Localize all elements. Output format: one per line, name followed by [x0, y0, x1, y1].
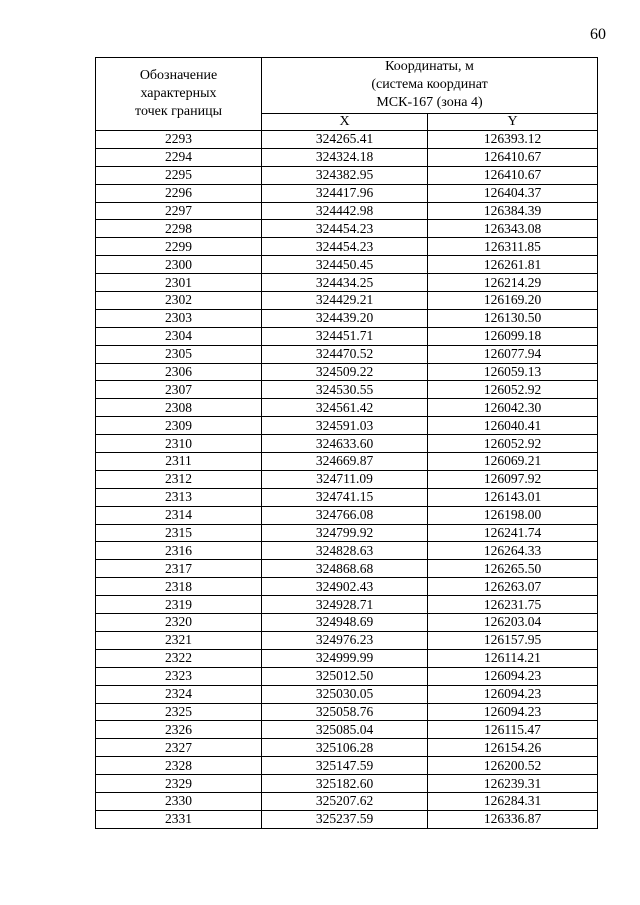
table-row: [96, 292, 598, 310]
cell-y: 126410.67: [428, 166, 598, 184]
cell-y: 126094.23: [428, 685, 598, 703]
table-row: [96, 488, 598, 506]
cell-y: 126336.87: [428, 810, 598, 828]
header-coordinates: [262, 58, 598, 114]
cell-point: 2319: [96, 596, 262, 614]
cell-y: 126241.74: [428, 524, 598, 542]
cell-x: 324454.23: [262, 238, 428, 256]
cell-point: 2317: [96, 560, 262, 578]
cell-x: 325106.28: [262, 739, 428, 757]
cell-y: 126265.50: [428, 560, 598, 578]
cell-point: 2325: [96, 703, 262, 721]
cell-y: 126097.92: [428, 470, 598, 488]
cell-y: 126130.50: [428, 309, 598, 327]
header-coords-line: (система координат: [371, 77, 488, 93]
cell-y: 126069.21: [428, 453, 598, 471]
cell-point: 2324: [96, 685, 262, 703]
cell-point: 2293: [96, 131, 262, 149]
cell-point: 2307: [96, 381, 262, 399]
cell-x: 324928.71: [262, 596, 428, 614]
cell-y: 126200.52: [428, 757, 598, 775]
header-coords-line: Координаты, м: [385, 59, 474, 75]
cell-y: 126094.23: [428, 667, 598, 685]
cell-point: 2328: [96, 757, 262, 775]
table-row: [96, 202, 598, 220]
cell-point: 2300: [96, 256, 262, 274]
cell-y: 126169.20: [428, 292, 598, 310]
cell-point: 2310: [96, 435, 262, 453]
cell-y: 126143.01: [428, 488, 598, 506]
cell-x: 324976.23: [262, 631, 428, 649]
cell-x: 324451.71: [262, 327, 428, 345]
cell-x: 325058.76: [262, 703, 428, 721]
cell-x: 324530.55: [262, 381, 428, 399]
cell-y: 126284.31: [428, 792, 598, 810]
cell-x: 324417.96: [262, 184, 428, 202]
cell-y: 126052.92: [428, 381, 598, 399]
cell-x: 324509.22: [262, 363, 428, 381]
header-point-line: характерных: [140, 86, 217, 101]
header-coords-line: МСК-167 (зона 4): [376, 95, 483, 111]
cell-point: 2304: [96, 327, 262, 345]
cell-point: 2315: [96, 524, 262, 542]
cell-y: 126311.85: [428, 238, 598, 256]
table-row: [96, 596, 598, 614]
cell-x: 324766.08: [262, 506, 428, 524]
table-row: [96, 435, 598, 453]
cell-x: 325085.04: [262, 721, 428, 739]
cell-x: 324999.99: [262, 649, 428, 667]
cell-x: 324265.41: [262, 131, 428, 149]
cell-point: 2302: [96, 292, 262, 310]
cell-y: 126261.81: [428, 256, 598, 274]
table-row: [96, 148, 598, 166]
cell-x: 324591.03: [262, 417, 428, 435]
cell-x: 324948.69: [262, 614, 428, 632]
cell-point: 2308: [96, 399, 262, 417]
table-row: [96, 470, 598, 488]
cell-point: 2326: [96, 721, 262, 739]
cell-point: 2316: [96, 542, 262, 560]
cell-x: 324324.18: [262, 148, 428, 166]
cell-y: 126404.37: [428, 184, 598, 202]
table-row: [96, 417, 598, 435]
cell-x: 324741.15: [262, 488, 428, 506]
cell-point: 2295: [96, 166, 262, 184]
cell-x: 324828.63: [262, 542, 428, 560]
cell-point: 2330: [96, 792, 262, 810]
cell-x: 324454.23: [262, 220, 428, 238]
cell-point: 2309: [96, 417, 262, 435]
cell-y: 126052.92: [428, 435, 598, 453]
cell-x: 324561.42: [262, 399, 428, 417]
cell-x: 324902.43: [262, 578, 428, 596]
cell-point: 2297: [96, 202, 262, 220]
cell-point: 2321: [96, 631, 262, 649]
cell-x: 324442.98: [262, 202, 428, 220]
cell-x: 325147.59: [262, 757, 428, 775]
cell-y: 126384.39: [428, 202, 598, 220]
table-row: [96, 506, 598, 524]
page-number: 60: [590, 26, 606, 43]
table-row: [96, 685, 598, 703]
cell-x: 324633.60: [262, 435, 428, 453]
cell-y: 126203.04: [428, 614, 598, 632]
cell-y: 126231.75: [428, 596, 598, 614]
cell-point: 2314: [96, 506, 262, 524]
table-row: [96, 220, 598, 238]
cell-point: 2296: [96, 184, 262, 202]
cell-point: 2303: [96, 309, 262, 327]
cell-point: 2327: [96, 739, 262, 757]
cell-x: 324799.92: [262, 524, 428, 542]
table-row: [96, 739, 598, 757]
cell-y: 126343.08: [428, 220, 598, 238]
table-row: [96, 703, 598, 721]
table-row: [96, 363, 598, 381]
cell-y: 126264.33: [428, 542, 598, 560]
cell-y: 126115.47: [428, 721, 598, 739]
header-point-line: точек границы: [135, 104, 222, 119]
cell-point: 2323: [96, 667, 262, 685]
table-row: [96, 309, 598, 327]
table-row: [96, 238, 598, 256]
table-row: [96, 792, 598, 810]
table-row: [96, 399, 598, 417]
cell-point: 2306: [96, 363, 262, 381]
table-row: [96, 578, 598, 596]
cell-x: 324868.68: [262, 560, 428, 578]
cell-y: 126198.00: [428, 506, 598, 524]
table-row: [96, 131, 598, 149]
table-row: [96, 631, 598, 649]
cell-y: 126040.41: [428, 417, 598, 435]
table-row: [96, 453, 598, 471]
cell-point: 2299: [96, 238, 262, 256]
table-body: [96, 131, 598, 829]
table-row: [96, 721, 598, 739]
cell-point: 2301: [96, 274, 262, 292]
cell-x: 324711.09: [262, 470, 428, 488]
cell-y: 126154.26: [428, 739, 598, 757]
header-point-line: Обозначение: [139, 68, 218, 83]
table-row: [96, 381, 598, 399]
cell-point: 2313: [96, 488, 262, 506]
cell-y: 126059.13: [428, 363, 598, 381]
cell-point: 2318: [96, 578, 262, 596]
header-y: Y: [428, 113, 598, 130]
cell-x: 324470.52: [262, 345, 428, 363]
cell-y: 126077.94: [428, 345, 598, 363]
coordinates-table: [95, 57, 598, 829]
table-row: [96, 614, 598, 632]
cell-point: 2311: [96, 453, 262, 471]
table-row: [96, 757, 598, 775]
header-point-designation: [96, 58, 262, 131]
cell-x: 324382.95: [262, 166, 428, 184]
cell-y: 126239.31: [428, 775, 598, 793]
cell-point: 2329: [96, 775, 262, 793]
cell-x: 325030.05: [262, 685, 428, 703]
table-row: [96, 667, 598, 685]
cell-y: 126099.18: [428, 327, 598, 345]
cell-point: 2322: [96, 649, 262, 667]
cell-x: 325012.50: [262, 667, 428, 685]
cell-y: 126114.21: [428, 649, 598, 667]
table-row: [96, 184, 598, 202]
table-row: [96, 524, 598, 542]
table-row: [96, 810, 598, 828]
cell-x: 325237.59: [262, 810, 428, 828]
cell-point: 2320: [96, 614, 262, 632]
cell-y: 126042.30: [428, 399, 598, 417]
cell-x: 324439.20: [262, 309, 428, 327]
cell-y: 126393.12: [428, 131, 598, 149]
cell-y: 126214.29: [428, 274, 598, 292]
table-row: [96, 166, 598, 184]
table-row: [96, 560, 598, 578]
table-row: [96, 327, 598, 345]
table-row: [96, 775, 598, 793]
cell-x: 324434.25: [262, 274, 428, 292]
table-row: [96, 542, 598, 560]
cell-point: 2294: [96, 148, 262, 166]
cell-x: 325207.62: [262, 792, 428, 810]
cell-y: 126410.67: [428, 148, 598, 166]
cell-y: 126157.95: [428, 631, 598, 649]
cell-y: 126263.07: [428, 578, 598, 596]
header-x: X: [262, 113, 428, 130]
cell-point: 2312: [96, 470, 262, 488]
table-row: [96, 274, 598, 292]
cell-point: 2331: [96, 810, 262, 828]
cell-point: 2298: [96, 220, 262, 238]
table-row: [96, 256, 598, 274]
table-row: [96, 345, 598, 363]
cell-x: 324429.21: [262, 292, 428, 310]
cell-x: 325182.60: [262, 775, 428, 793]
cell-y: 126094.23: [428, 703, 598, 721]
cell-x: 324669.87: [262, 453, 428, 471]
table-row: [96, 649, 598, 667]
cell-x: 324450.45: [262, 256, 428, 274]
cell-point: 2305: [96, 345, 262, 363]
